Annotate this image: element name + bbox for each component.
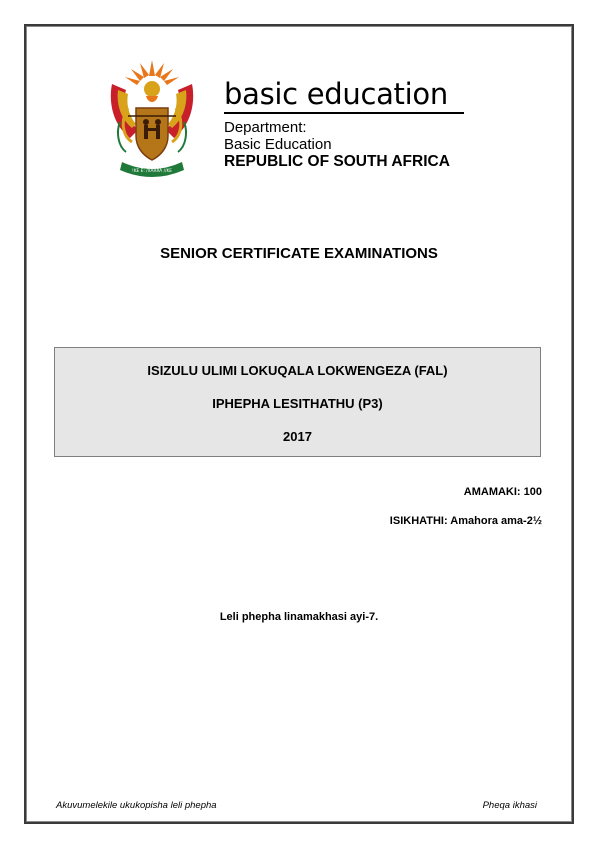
- brand-block: [224, 76, 466, 170]
- country-name: REPUBLIC OF SOUTH AFRICA: [224, 153, 450, 170]
- department-name: Basic Education: [224, 136, 332, 153]
- exam-year: 2017: [283, 429, 312, 444]
- marks-total: AMAMAKI: 100: [463, 486, 542, 498]
- svg-text:!KE E: /XARRA //KE: !KE E: /XARRA //KE: [131, 169, 173, 174]
- subject-box: [54, 347, 541, 457]
- time-allowed: ISIKHATHI: Amahora ama-2½: [389, 515, 542, 527]
- brand-divider: [224, 112, 464, 114]
- subject-name: ISIZULU ULIMI LOKUQALA LOKWENGEZA (FAL): [147, 363, 448, 378]
- page-count-note: Leli phepha linamakhasi ayi-7.: [219, 611, 379, 623]
- paper-number: IPHEPHA LESITHATHU (P3): [212, 396, 383, 411]
- exam-title: SENIOR CERTIFICATE EXAMINATIONS: [160, 245, 438, 262]
- coat-of-arms-icon: [104, 56, 200, 182]
- turn-over-note: Pheqa ikhasi: [482, 800, 537, 811]
- department-label: Department:: [224, 119, 307, 136]
- brand-title: basic education: [224, 77, 448, 111]
- copyright-notice: Akuvumelekile ukukopisha leli phepha: [56, 800, 217, 811]
